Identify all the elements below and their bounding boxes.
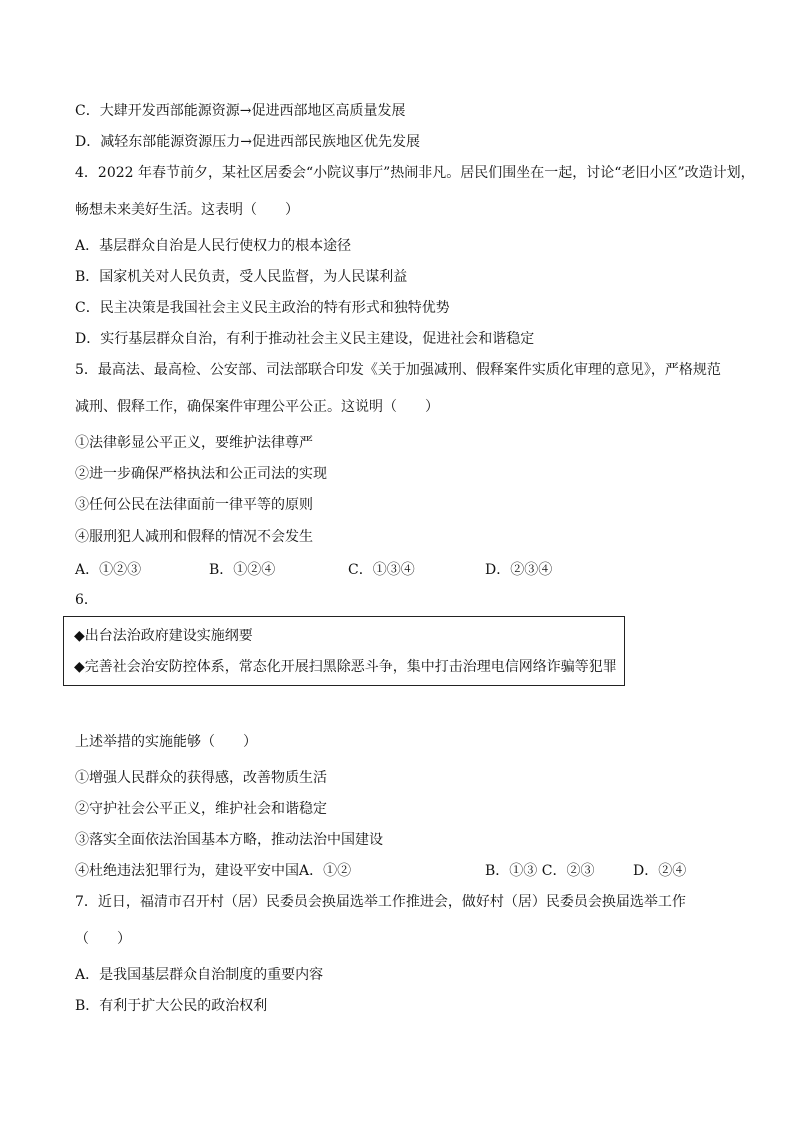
q5-stem-line1: 5．最高法、最高检、公安部、司法部联合印发《关于加强减刑、假释案件实质化审理的意见》，严格规范 bbox=[75, 362, 721, 378]
q6-stem: 上述举措的实施能够（ ） bbox=[75, 734, 257, 750]
q6-statement-1: ①增强人民群众的获得感，改善物质生活 bbox=[75, 770, 327, 786]
q7-option-b: B．有利于扩大公民的政治权利 bbox=[75, 998, 268, 1014]
q5-stem-line2: 减刑、假释工作，确保案件审理公平公正。这说明（ ） bbox=[75, 399, 439, 415]
q3-option-d: D．减轻东部能源资源压力→促进西部民族地区优先发展 bbox=[75, 134, 420, 150]
q5-statement-1: ①法律彰显公平正义，要维护法律尊严 bbox=[75, 435, 313, 451]
q5-option-d: D．②③④ bbox=[485, 562, 553, 578]
q6-material-box bbox=[63, 616, 625, 686]
q7-stem-line2: （ ） bbox=[75, 931, 131, 947]
q5-option-c: C．①③④ bbox=[348, 562, 415, 578]
q6-box-line1: ◆出台法治政府建设实施纲要 bbox=[74, 628, 253, 644]
q4-option-a: A．基层群众自治是人民行使权力的根本途径 bbox=[75, 238, 352, 254]
q6-option-d: D．②④ bbox=[633, 863, 687, 879]
q5-statement-4: ④服刑犯人减刑和假释的情况不会发生 bbox=[75, 529, 313, 545]
q5-statement-2: ②进一步确保严格执法和公正司法的实现 bbox=[75, 466, 327, 482]
q6-number: 6． bbox=[75, 592, 98, 608]
q6-statement-2: ②守护社会公平正义，维护社会和谐稳定 bbox=[75, 801, 327, 817]
q6-statement-3: ③落实全面依法治国基本方略，推动法治中国建设 bbox=[75, 832, 383, 848]
q4-stem-line1: 4．2022 年春节前夕，某社区居委会“小院议事厅”热闹非凡。居民们围坐在一起，讨论“老旧小区”改造计划， bbox=[75, 165, 755, 181]
q4-stem-line2: 畅想未来美好生活。这表明（ ） bbox=[75, 202, 299, 218]
q7-stem-line1: 7．近日，福清市召开村（居）民委员会换届选举工作推进会，做好村（居）民委员会换届选举工作 bbox=[75, 894, 686, 910]
q5-statement-3: ③任何公民在法律面前一律平等的原则 bbox=[75, 497, 313, 513]
q5-options bbox=[75, 560, 635, 580]
q6-option-b-c: B．①③ C．②③ bbox=[485, 863, 595, 879]
q4-option-d: D．实行基层群众自治，有利于推动社会主义民主建设，促进社会和谐稳定 bbox=[75, 331, 535, 347]
q3-option-c: C．大肆开发西部能源资源→促进西部地区高质量发展 bbox=[75, 103, 406, 119]
q6-statement-4-option-a: ④杜绝违法犯罪行为，建设平安中国A．①② bbox=[75, 863, 352, 879]
q4-option-b: B．国家机关对人民负责，受人民监督，为人民谋利益 bbox=[75, 269, 408, 285]
q5-option-a: A．①②③ bbox=[75, 562, 142, 578]
q7-option-a: A．是我国基层群众自治制度的重要内容 bbox=[75, 967, 324, 983]
q6-box-line2: ◆完善社会治安防控体系，常态化开展扫黑除恶斗争，集中打击治理电信网络诈骗等犯罪 bbox=[74, 659, 617, 675]
q5-option-b: B．①②④ bbox=[209, 562, 276, 578]
q4-option-c: C．民主决策是我国社会主义民主政治的特有形式和独特优势 bbox=[75, 300, 450, 316]
